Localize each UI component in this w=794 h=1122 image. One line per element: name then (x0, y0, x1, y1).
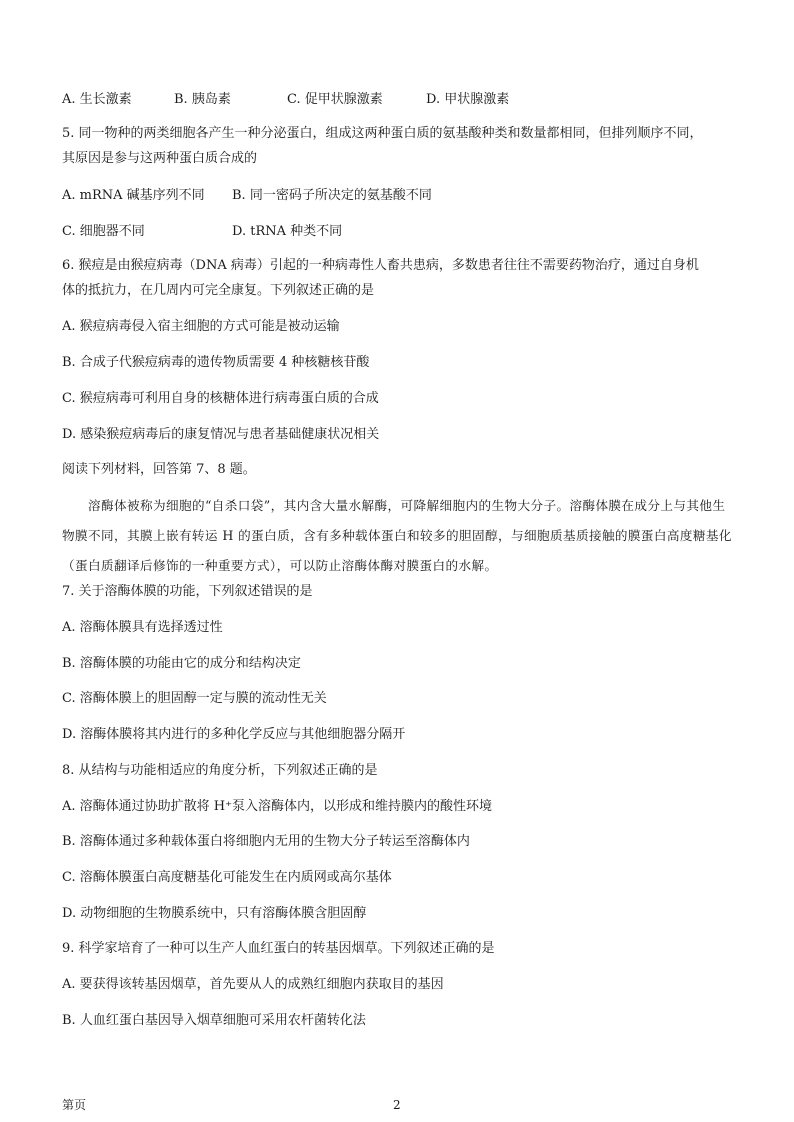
footer-label: 第页 (62, 1098, 87, 1112)
q5-stem-line1: 5. 同一物种的两类细胞各产生一种分泌蛋白，组成这两种蛋白质的氨基酸种类和数量都相同，但排列顺序不同， (62, 126, 703, 141)
q7-option-d: D. 溶酶体膜将其内进行的多种化学反应与其他细胞器分隔开 (62, 727, 406, 742)
q5-option-a: A. mRNA 碱基序列不同 (62, 188, 205, 203)
q6-stem-line2: 体的抵抗力，在几周内可完全康复。下列叙述正确的是 (62, 283, 375, 298)
q5-option-d: D. tRNA 种类不同 (232, 224, 343, 239)
q8-option-a: A. 溶酶体通过协助扩散将 H⁺泵入溶酶体内，以形成和维持膜内的酸性环境 (62, 799, 492, 814)
q8-option-b: B. 溶酶体通过多种载体蛋白将细胞内无用的生物大分子转运至溶酶体内 (62, 834, 470, 849)
q4-option-c: C. 促甲状腺激素 (287, 92, 383, 107)
q6-option-a: A. 猴痘病毒侵入宿主细胞的方式可能是被动运输 (62, 319, 340, 334)
q7-option-a: A. 溶酶体膜具有选择透过性 (62, 620, 223, 635)
q5-option-b: B. 同一密码子所决定的氨基酸不同 (232, 188, 432, 203)
q7-option-c: C. 溶酶体膜上的胆固醇一定与膜的流动性无关 (62, 691, 327, 706)
reading-material-text: 溶酶体被称为细胞的“自杀口袋”，其内含大量水解酶，可降解细胞内的生物大分子。溶酶体膜在成分上与其他生物膜不同，其膜上嵌有转运 H 的蛋白质，含有多种载体蛋白和较多的胆固醇，与细胞质基质接触的膜蛋白高度糖基化（蛋白质翻译后修饰的一种重要方式），可以防止溶酶体酶对膜蛋白的水解。 (62, 498, 732, 573)
q5-stem-line2: 其原因是参与这两种蛋白质合成的 (62, 151, 258, 166)
q4-option-a: A. 生长激素 (62, 92, 132, 107)
q4-option-d: D. 甲状腺激素 (426, 92, 510, 107)
q6-option-c: C. 猴痘病毒可利用自身的核糖体进行病毒蛋白质的合成 (62, 391, 379, 406)
reading-intro: 阅读下列材料，回答第 7、8 题。 (62, 462, 256, 477)
q6-stem-line1: 6. 猴痘是由猴痘病毒（DNA 病毒）引起的一种病毒性人畜共患病，多数患者往往不需要药物治疗，通过自身机 (62, 258, 699, 273)
q9-stem: 9. 科学家培育了一种可以生产人血红蛋白的转基因烟草。下列叙述正确的是 (62, 941, 495, 956)
q8-stem: 8. 从结构与功能相适应的角度分析，下列叙述正确的是 (62, 763, 378, 778)
q9-option-a: A. 要获得该转基因烟草，首先要从人的成熟红细胞内获取目的基因 (62, 977, 444, 992)
q7-stem: 7. 关于溶酶体膜的功能，下列叙述错误的是 (62, 584, 313, 599)
reading-material (62, 491, 735, 581)
q4-option-b: B. 胰岛素 (174, 92, 231, 107)
q5-option-c: C. 细胞器不同 (62, 224, 145, 239)
q7-option-b: B. 溶酶体膜的功能由它的成分和结构决定 (62, 656, 301, 671)
q6-option-b: B. 合成子代猴痘病毒的遗传物质需要 4 种核糖核苷酸 (62, 355, 370, 370)
q6-option-d: D. 感染猴痘病毒后的康复情况与患者基础健康状况相关 (62, 427, 380, 442)
q8-option-d: D. 动物细胞的生物膜系统中，只有溶酶体膜含胆固醇 (62, 906, 367, 921)
q9-option-b: B. 人血红蛋白基因导入烟草细胞可采用农杆菌转化法 (62, 1013, 366, 1028)
q8-option-c: C. 溶酶体膜蛋白高度糖基化可能发生在内质网或高尔基体 (62, 870, 392, 885)
page-number: 2 (393, 1098, 401, 1112)
